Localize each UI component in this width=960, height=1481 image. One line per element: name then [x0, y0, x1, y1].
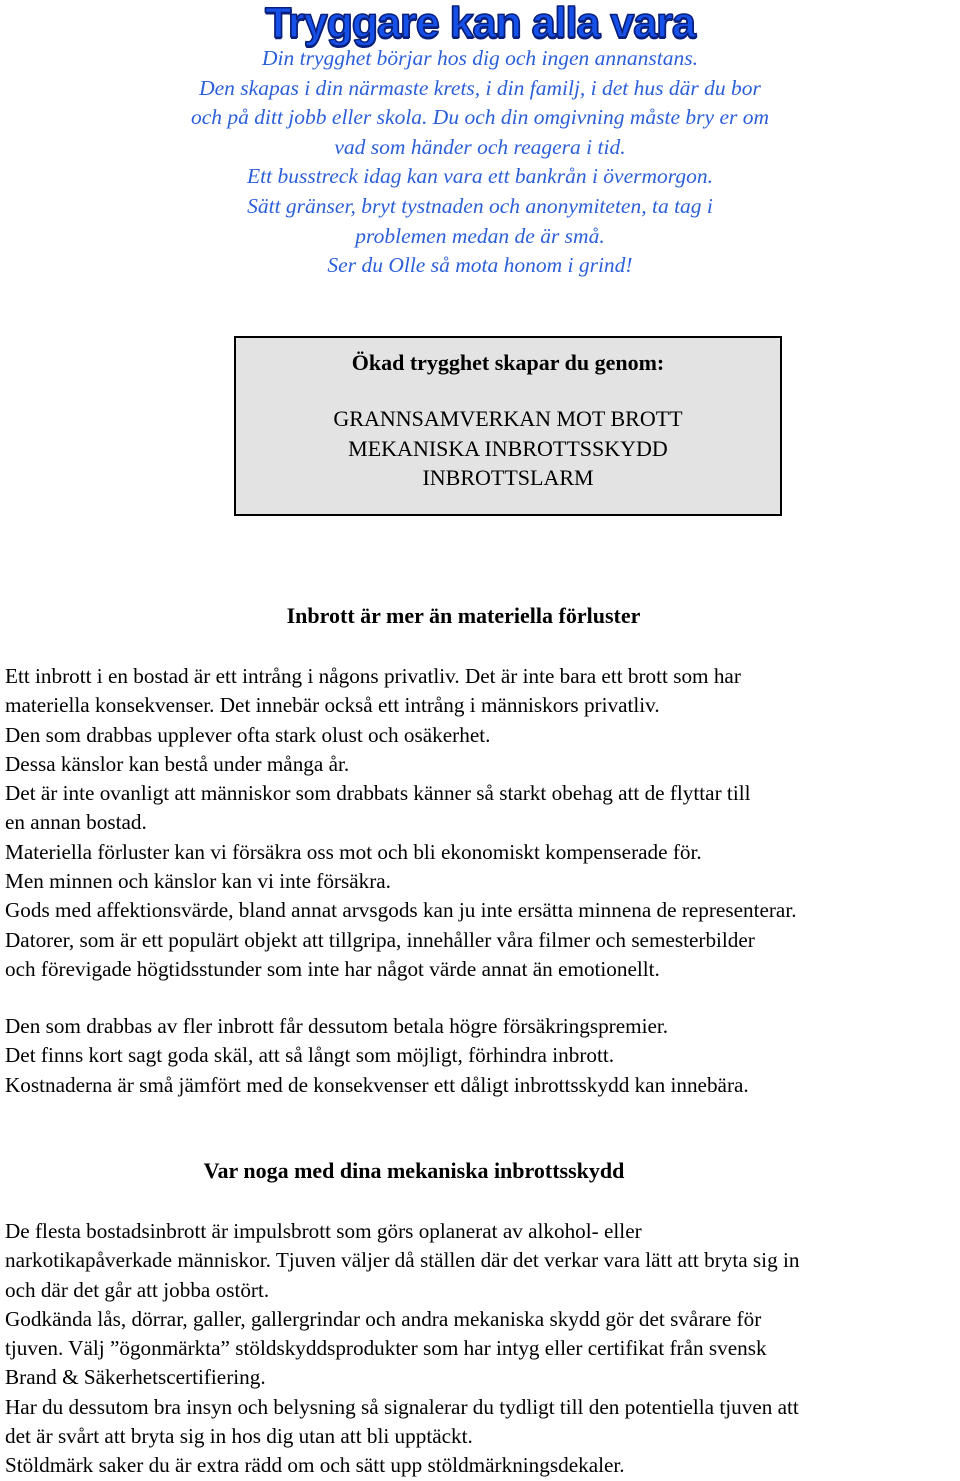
text-line: och förevigade högtidsstunder som inte har något värde annat än emotionellt.	[5, 956, 660, 981]
intro-line: och på ditt jobb eller skola. Du och din omgivning måste bry er om	[190, 105, 770, 130]
box-item: GRANNSAMVERKAN MOT BROTT	[333, 406, 683, 431]
text-line: materiella konsekvenser. Det innebär också ett intrång i människors privatliv.	[5, 693, 660, 718]
section1-paragraph-a	[5, 662, 960, 984]
text-line: Materiella förluster kan vi försäkra oss mot och bli ekonomiskt kompenserade för.	[5, 839, 702, 864]
text-line: Stöldmärk saker du är extra rädd om och sätt upp stöldmärkningsdekaler.	[5, 1453, 625, 1478]
text-line: en annan bostad.	[5, 810, 147, 835]
intro-line: vad som händer och reagera i tid.	[334, 134, 626, 159]
intro-text	[0, 44, 960, 281]
text-line: Godkända lås, dörrar, galler, gallergrindar och andra mekaniska skydd gör det svårare för	[5, 1306, 762, 1331]
text-line: narkotikapåverkade människor. Tjuven väljer då ställen där det verkar vara lätt att bryta sig in	[5, 1248, 800, 1273]
text-line: Den som drabbas av fler inbrott får dessutom betala högre försäkringspremier.	[5, 1014, 669, 1038]
box-heading: Ökad trygghet skapar du genom:	[351, 350, 665, 375]
section1-heading: Inbrott är mer än materiella förluster	[286, 603, 641, 628]
section2-heading: Var noga med dina mekaniska inbrottsskydd	[203, 1158, 625, 1183]
text-line: Ett inbrott i en bostad är ett intrång i någons privatliv. Det är inte bara ett brott som har	[5, 664, 741, 688]
text-line: Det är inte ovanligt att människor som drabbats känner så starkt obehag att de flyttar till	[5, 781, 751, 806]
text-line: Kostnaderna är små jämfört med de konsekvenser ett dåligt inbrottsskydd kan innebära.	[5, 1072, 749, 1097]
text-line: Datorer, som är ett populärt objekt att tillgripa, innehåller våra filmer och semesterbilder	[5, 927, 755, 952]
text-line: Men minnen och känslor kan vi inte försäkra.	[5, 869, 391, 894]
text-line: Dessa känslor kan bestå under många år.	[5, 751, 350, 776]
text-line: Har du dessutom bra insyn och belysning så signalerar du tydligt till den potentiella tjuven att	[5, 1394, 799, 1419]
text-line: Gods med affektionsvärde, bland annat arvsgods kan ju inte ersätta minnena de representerar.	[5, 898, 797, 923]
box-item: INBROTTSLARM	[422, 465, 594, 490]
intro-line: Din trygghet börjar hos dig och ingen annanstans.	[262, 46, 698, 70]
intro-line: Ser du Olle så mota honom i grind!	[327, 253, 633, 278]
text-line: De flesta bostadsinbrott är impulsbrott som görs oplanerat av alkohol- eller	[5, 1219, 642, 1243]
section1-paragraph-b	[5, 1012, 960, 1100]
text-line: det är svårt att bryta sig in hos dig utan att bli upptäckt.	[5, 1424, 473, 1449]
text-line: Den som drabbas upplever ofta stark olust och osäkerhet.	[5, 722, 491, 747]
intro-line: Sätt gränser, bryt tystnaden och anonymiteten, ta tag i	[247, 193, 713, 218]
banner-title: Tryggare kan alla vara	[265, 0, 695, 47]
intro-line: problemen medan de är små.	[355, 223, 605, 248]
box-item: MEKANISKA INBROTTSSKYDD	[348, 435, 668, 461]
security-measures-box	[234, 336, 782, 516]
text-line: Brand & Säkerhetscertifiering.	[5, 1365, 266, 1390]
section2-paragraph	[5, 1217, 960, 1481]
intro-line: Den skapas i din närmaste krets, i din familj, i det hus där du bor	[199, 75, 761, 100]
box-items	[236, 404, 780, 493]
text-line: tjuven. Välj ”ögonmärkta” stöldskyddsprodukter som har intyg eller certifikat från svensk	[5, 1336, 767, 1361]
text-line: Det finns kort sagt goda skäl, att så långt som möjligt, förhindra inbrott.	[5, 1043, 615, 1068]
intro-line: Ett busstreck idag kan vara ett bankrån i övermorgon.	[247, 164, 713, 189]
text-line: och där det går att jobba ostört.	[5, 1277, 270, 1302]
